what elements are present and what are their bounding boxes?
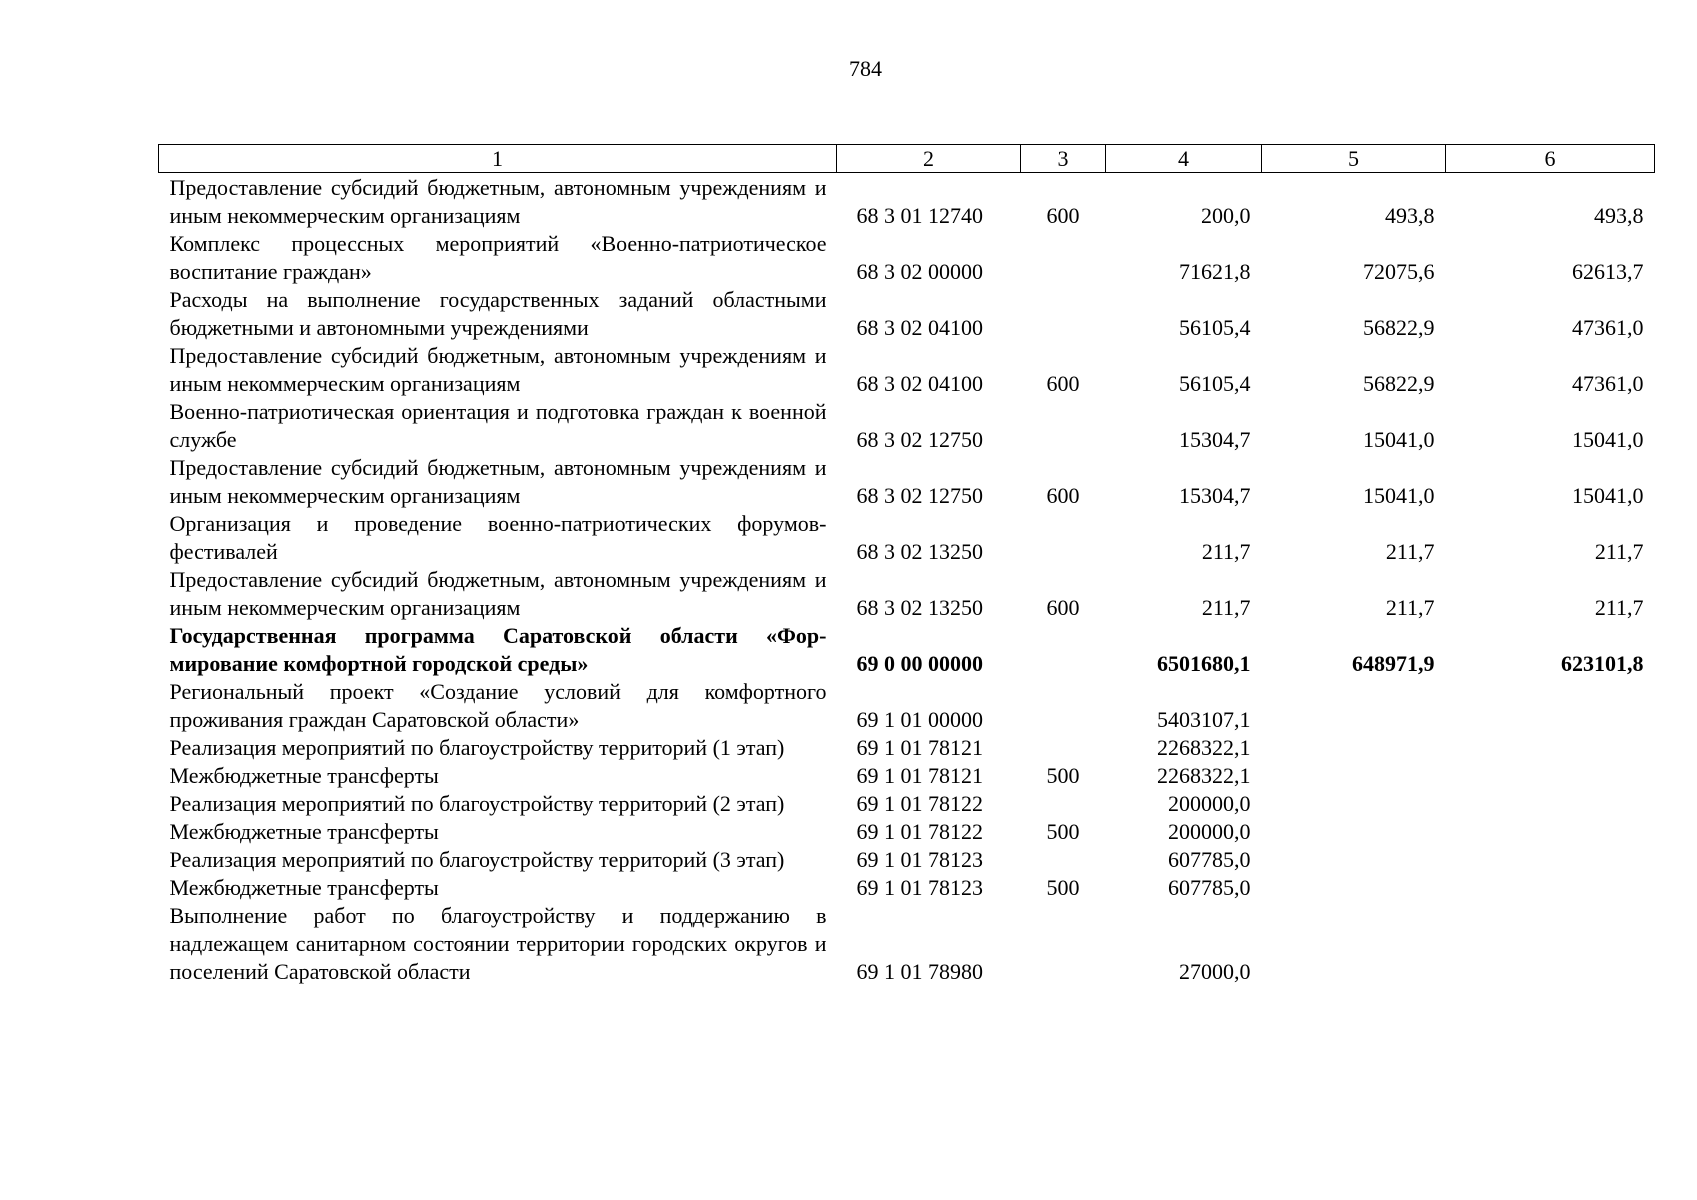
table-row: [159, 734, 1655, 762]
table-row: [159, 286, 1655, 342]
row-code: 69 1 01 78122: [856, 791, 983, 816]
table-row: [159, 342, 1655, 398]
row-name: Предоставление субсидий бюджетным, автономным учреждениям и иным некоммерческим организациям: [169, 567, 827, 620]
row-name: Выполнение работ по благоустройству и поддержанию в надлежащем санитарном состоянии территории городских округов и поселений Саратовской области: [169, 903, 827, 984]
row-value-col4: 607785,0: [1168, 847, 1251, 872]
row-value-col4: 71621,8: [1179, 259, 1251, 284]
row-code: 69 1 01 78122: [856, 819, 983, 844]
row-value-col6: [1446, 790, 1655, 818]
row-name: Предоставление субсидий бюджетным, автономным учреждениям и иным некоммерческим организациям: [169, 175, 827, 228]
row-value-col5: [1262, 762, 1446, 790]
row-value-col6: [1446, 902, 1655, 986]
row-value-col5: [1262, 874, 1446, 902]
row-expense-type: 500: [1046, 875, 1080, 900]
row-value-col4: 211,7: [1201, 539, 1251, 564]
row-code: 68 3 02 12750: [856, 483, 983, 508]
table-row: [159, 622, 1655, 678]
row-code: 68 3 02 04100: [856, 371, 983, 396]
table-row: [159, 454, 1655, 510]
row-code: 68 3 02 13250: [856, 539, 983, 564]
row-code: 68 3 01 12740: [856, 203, 983, 228]
row-name: Межбюджетные трансферты: [169, 763, 439, 788]
row-value-col6: 47361,0: [1572, 315, 1644, 340]
row-value-col4: 200000,0: [1168, 819, 1251, 844]
table-row: [159, 173, 1655, 231]
row-value-col6: 62613,7: [1572, 259, 1644, 284]
row-value-col4: 607785,0: [1168, 875, 1251, 900]
table-row: [159, 762, 1655, 790]
page-number: 784: [849, 56, 882, 81]
table-row: [159, 874, 1655, 902]
table-row: [159, 398, 1655, 454]
row-value-col4: 15304,7: [1179, 427, 1251, 452]
row-value-col5: [1262, 818, 1446, 846]
row-expense-type: 600: [1046, 595, 1080, 620]
table-row: [159, 678, 1655, 734]
row-name: Межбюджетные трансферты: [169, 875, 439, 900]
row-value-col6: 211,7: [1594, 595, 1644, 620]
row-name: Военно-патриотическая ориентация и подготовка граждан к военной службе: [169, 399, 827, 452]
row-value-col4: 56105,4: [1179, 315, 1251, 340]
row-value-col6: [1446, 678, 1655, 734]
row-value-col5: [1262, 790, 1446, 818]
header-col-6: 6: [1446, 145, 1655, 173]
row-value-col5: [1262, 678, 1446, 734]
row-expense-type: [1021, 846, 1106, 874]
row-expense-type: [1021, 622, 1106, 678]
row-name: Региональный проект «Создание условий для комфортного проживания граждан Саратовской области»: [169, 679, 827, 732]
row-value-col6: 493,8: [1594, 203, 1644, 228]
row-value-col4: 2268322,1: [1157, 735, 1251, 760]
row-value-col4: 2268322,1: [1157, 763, 1251, 788]
row-value-col6: 47361,0: [1572, 371, 1644, 396]
row-name: Межбюджетные трансферты: [169, 819, 439, 844]
header-col-2: 2: [837, 145, 1021, 173]
header-col-1: 1: [159, 145, 837, 173]
row-value-col5: 15041,0: [1363, 483, 1435, 508]
row-name: Реализация мероприятий по благоустройству территорий (2 этап): [169, 791, 785, 816]
row-expense-type: [1021, 734, 1106, 762]
table-row: [159, 790, 1655, 818]
row-expense-type: [1021, 230, 1106, 286]
row-expense-type: [1021, 286, 1106, 342]
row-expense-type: 600: [1046, 203, 1080, 228]
row-value-col6: [1446, 762, 1655, 790]
row-value-col4: 200,0: [1201, 203, 1251, 228]
row-value-col4: 6501680,1: [1157, 651, 1251, 676]
row-value-col4: 56105,4: [1179, 371, 1251, 396]
row-value-col6: 623101,8: [1561, 651, 1644, 676]
header-row: [159, 145, 1655, 173]
row-value-col5: 15041,0: [1363, 427, 1435, 452]
header-col-3: 3: [1021, 145, 1106, 173]
table-body: [159, 173, 1655, 987]
row-expense-type: [1021, 398, 1106, 454]
row-value-col4: 5403107,1: [1157, 707, 1251, 732]
row-name: Государственная программа Саратовской области «Формирование комфортной городской среды»: [169, 623, 827, 676]
row-expense-type: [1021, 510, 1106, 566]
row-expense-type: [1021, 678, 1106, 734]
row-value-col5: 211,7: [1385, 539, 1435, 564]
table-row: [159, 566, 1655, 622]
row-code: 69 0 00 00000: [856, 651, 983, 676]
row-code: 69 1 01 78980: [856, 959, 983, 984]
header-col-4: 4: [1106, 145, 1262, 173]
row-name: Предоставление субсидий бюджетным, автономным учреждениям и иным некоммерческим организациям: [169, 343, 827, 396]
row-name: Реализация мероприятий по благоустройству территорий (1 этап): [169, 735, 785, 760]
row-value-col5: [1262, 902, 1446, 986]
row-value-col4: 211,7: [1201, 595, 1251, 620]
row-code: 69 1 01 78123: [856, 875, 983, 900]
row-value-col6: 211,7: [1594, 539, 1644, 564]
row-value-col4: 27000,0: [1179, 959, 1251, 984]
row-value-col4: 15304,7: [1179, 483, 1251, 508]
row-value-col6: [1446, 734, 1655, 762]
row-code: 68 3 02 12750: [856, 427, 983, 452]
row-expense-type: [1021, 902, 1106, 986]
row-value-col6: [1446, 846, 1655, 874]
row-expense-type: 600: [1046, 371, 1080, 396]
row-value-col5: 211,7: [1385, 595, 1435, 620]
row-expense-type: 600: [1046, 483, 1080, 508]
table-header: [159, 145, 1655, 173]
row-value-col5: 648971,9: [1352, 651, 1435, 676]
budget-table: [158, 144, 1655, 986]
row-value-col5: 493,8: [1385, 203, 1435, 228]
row-value-col6: 15041,0: [1572, 483, 1644, 508]
row-code: 69 1 01 78121: [856, 763, 983, 788]
row-value-col6: 15041,0: [1572, 427, 1644, 452]
table-row: [159, 510, 1655, 566]
row-code: 69 1 01 00000: [856, 707, 983, 732]
row-expense-type: 500: [1046, 819, 1080, 844]
row-expense-type: 500: [1046, 763, 1080, 788]
row-code: 68 3 02 00000: [856, 259, 983, 284]
row-code: 68 3 02 04100: [856, 315, 983, 340]
row-name: Реализация мероприятий по благоустройству территорий (3 этап): [169, 847, 785, 872]
row-name: Комплекс процессных мероприятий «Военно-патриотическое воспитание граждан»: [169, 231, 827, 284]
row-code: 68 3 02 13250: [856, 595, 983, 620]
row-value-col5: 56822,9: [1363, 315, 1435, 340]
row-name: Предоставление субсидий бюджетным, автономным учреждениям и иным некоммерческим организациям: [169, 455, 827, 508]
row-value-col4: 200000,0: [1168, 791, 1251, 816]
row-expense-type: [1021, 790, 1106, 818]
row-code: 69 1 01 78123: [856, 847, 983, 872]
table-row: [159, 818, 1655, 846]
header-col-5: 5: [1262, 145, 1446, 173]
row-name: Организация и проведение военно-патриотических форумов-фестивалей: [169, 511, 827, 564]
row-value-col6: [1446, 874, 1655, 902]
table-row: [159, 230, 1655, 286]
row-name: Расходы на выполнение государственных заданий областными бюджетными и автономными учреждениями: [169, 287, 827, 340]
row-value-col5: [1262, 846, 1446, 874]
row-value-col6: [1446, 818, 1655, 846]
row-code: 69 1 01 78121: [856, 735, 983, 760]
row-value-col5: 56822,9: [1363, 371, 1435, 396]
table-row: [159, 846, 1655, 874]
row-value-col5: [1262, 734, 1446, 762]
row-value-col5: 72075,6: [1363, 259, 1435, 284]
table-row: [159, 902, 1655, 986]
